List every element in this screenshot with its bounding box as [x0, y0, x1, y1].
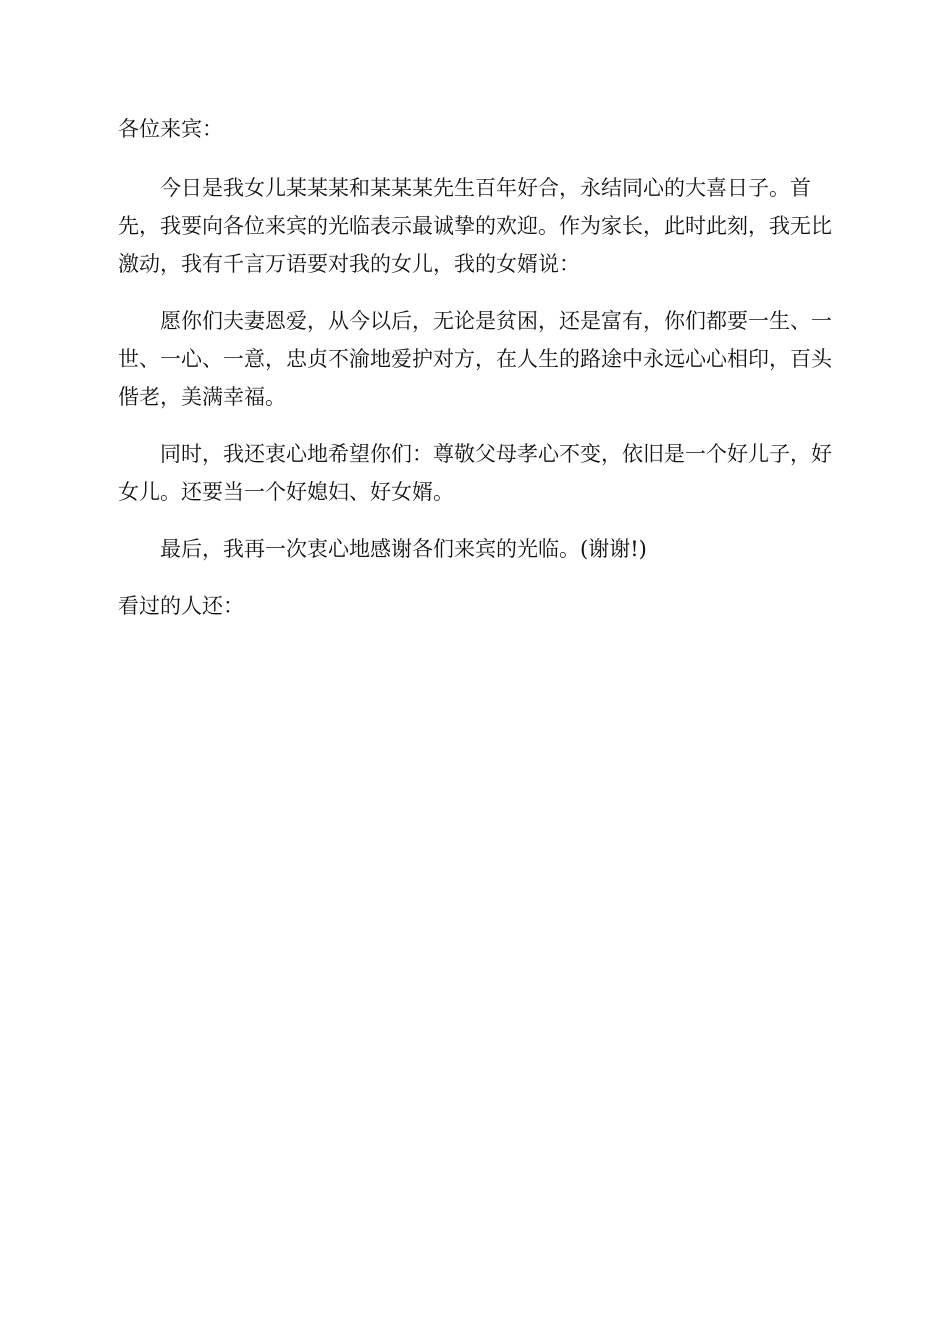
greeting: 各位来宾：	[118, 117, 223, 141]
paragraph-4: 最后，我再一次衷心地感谢各们来宾的光临。(谢谢!)	[160, 537, 647, 561]
paragraph-2: 愿你们夫妻恩爱，从今以后，无论是贫困，还是富有，你们都要一生、一世、一心、一意，忠贞不渝地爱护对方，在人生的路途中永远心心相印，百头偕老，美满幸福。	[118, 309, 832, 409]
paragraph-1: 今日是我女儿某某某和某某某先生百年好合，永结同心的大喜日子。首先，我要向各位来宾的光临表示最诚挚的欢迎。作为家长，此时此刻，我无比激动，我有千言万语要对我的女儿，我的女婿说：	[118, 176, 832, 276]
footer-note: 看过的人还：	[118, 594, 244, 618]
paragraph-3: 同时，我还衷心地希望你们：尊敬父母孝心不变，依旧是一个好儿子，好女儿。还要当一个好媳妇、好女婿。	[118, 442, 832, 504]
